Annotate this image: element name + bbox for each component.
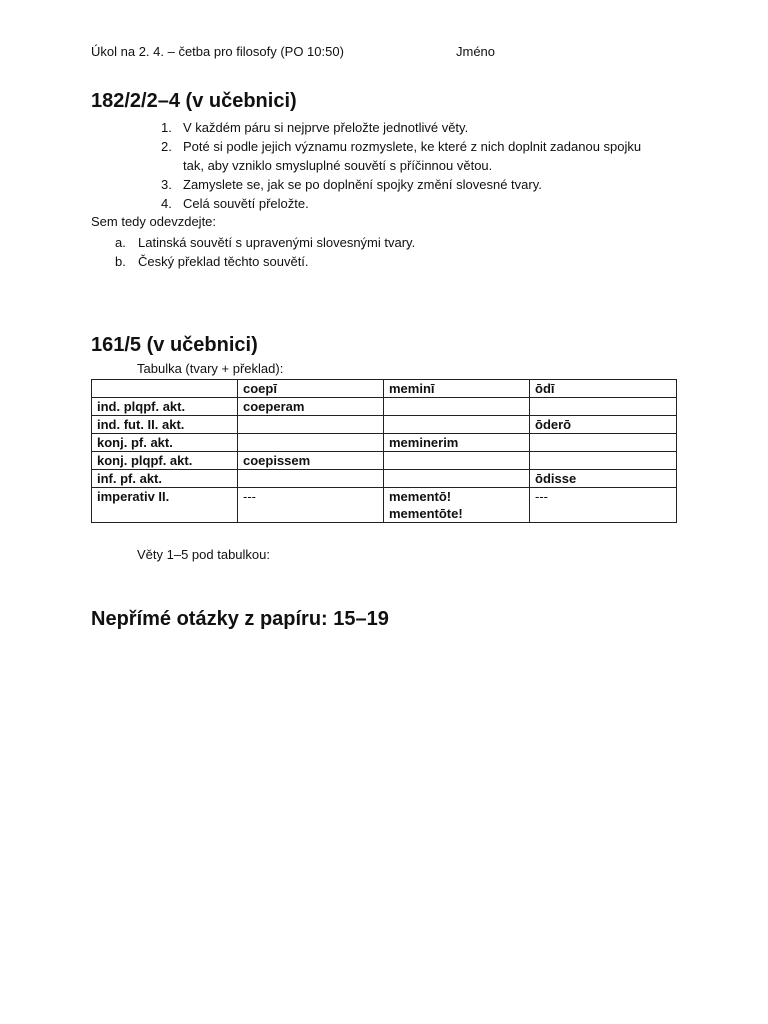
table-cell: ōderō [530, 416, 677, 434]
table-cell: mementō! mementōte! [384, 488, 530, 523]
table-cell: ōdisse [530, 470, 677, 488]
answer-item [91, 233, 415, 252]
instruction-number: 4. [161, 196, 172, 211]
table-row [92, 488, 677, 523]
table-cell [238, 470, 384, 488]
name-label: Jméno [456, 44, 496, 59]
table-cell [384, 452, 530, 470]
section-heading-indirect-questions: Nepřímé otázky z papíru: 15–19 [91, 608, 389, 630]
table-row [92, 452, 677, 470]
row-label-cell: imperativ II. [92, 488, 238, 523]
table-cell [384, 398, 530, 416]
table-cell: coeperam [238, 398, 384, 416]
table-cell [384, 416, 530, 434]
table-header-cell [92, 380, 238, 398]
table-caption: Tabulka (tvary + překlad): [137, 361, 284, 376]
table-cell [238, 416, 384, 434]
instruction-text: V každém páru si nejprve přeložte jednotlivé věty. [183, 120, 469, 135]
instruction-item [91, 137, 651, 175]
row-label-cell: ind. fut. II. akt. [92, 416, 238, 434]
sentences-note: Věty 1–5 pod tabulkou: [137, 547, 270, 562]
row-label-cell: konj. plqpf. akt. [92, 452, 238, 470]
answer-text: Latinská souvětí s upravenými slovesnými tvary. [138, 235, 416, 250]
instruction-item [91, 194, 651, 213]
table-header-cell: coepī [238, 380, 384, 398]
table-cell [384, 470, 530, 488]
instruction-text: Celá souvětí přeložte. [183, 196, 309, 211]
instruction-item [91, 118, 651, 137]
verb-forms-table [91, 379, 677, 523]
instruction-number: 2. [161, 139, 172, 154]
table-row [92, 470, 677, 488]
instruction-text: Poté si podle jejich významu rozmyslete, ke které z nich doplnit zadanou spojku tak, aby vzniklo smysluplné souvětí s příčinnou větou. [183, 139, 642, 173]
table-cell [530, 398, 677, 416]
section-heading-textbook-182: 182/2/2–4 (v učebnici) [91, 90, 297, 112]
instruction-number: 1. [161, 120, 172, 135]
row-label-cell: inf. pf. akt. [92, 470, 238, 488]
table-header-cell: ōdī [530, 380, 677, 398]
table-row [92, 416, 677, 434]
table-cell: --- [238, 488, 384, 523]
section-heading-textbook-161: 161/5 (v učebnici) [91, 334, 258, 356]
table-header-cell: meminī [384, 380, 530, 398]
table-cell [530, 452, 677, 470]
table-cell [238, 434, 384, 452]
answer-item [91, 252, 415, 271]
table-cell: --- [530, 488, 677, 523]
answer-text: Český překlad těchto souvětí. [138, 254, 309, 269]
table-row [92, 434, 677, 452]
table-row [92, 398, 677, 416]
answer-list [91, 233, 415, 271]
table-cell [530, 434, 677, 452]
answer-intro: Sem tedy odevzdejte: [91, 214, 217, 229]
instruction-number: 3. [161, 177, 172, 192]
table-cell: coepissem [238, 452, 384, 470]
answer-letter: a. [115, 235, 126, 250]
row-label-cell: ind. plqpf. akt. [92, 398, 238, 416]
table-cell: meminerim [384, 434, 530, 452]
assignment-header: Úkol na 2. 4. – četba pro filosofy (PO 10:50) [91, 44, 344, 59]
table-header-row [92, 380, 677, 398]
row-label-cell: konj. pf. akt. [92, 434, 238, 452]
instruction-text: Zamyslete se, jak se po doplnění spojky změní slovesné tvary. [183, 177, 542, 192]
answer-letter: b. [115, 254, 126, 269]
instruction-list [91, 118, 651, 213]
instruction-item [91, 175, 651, 194]
